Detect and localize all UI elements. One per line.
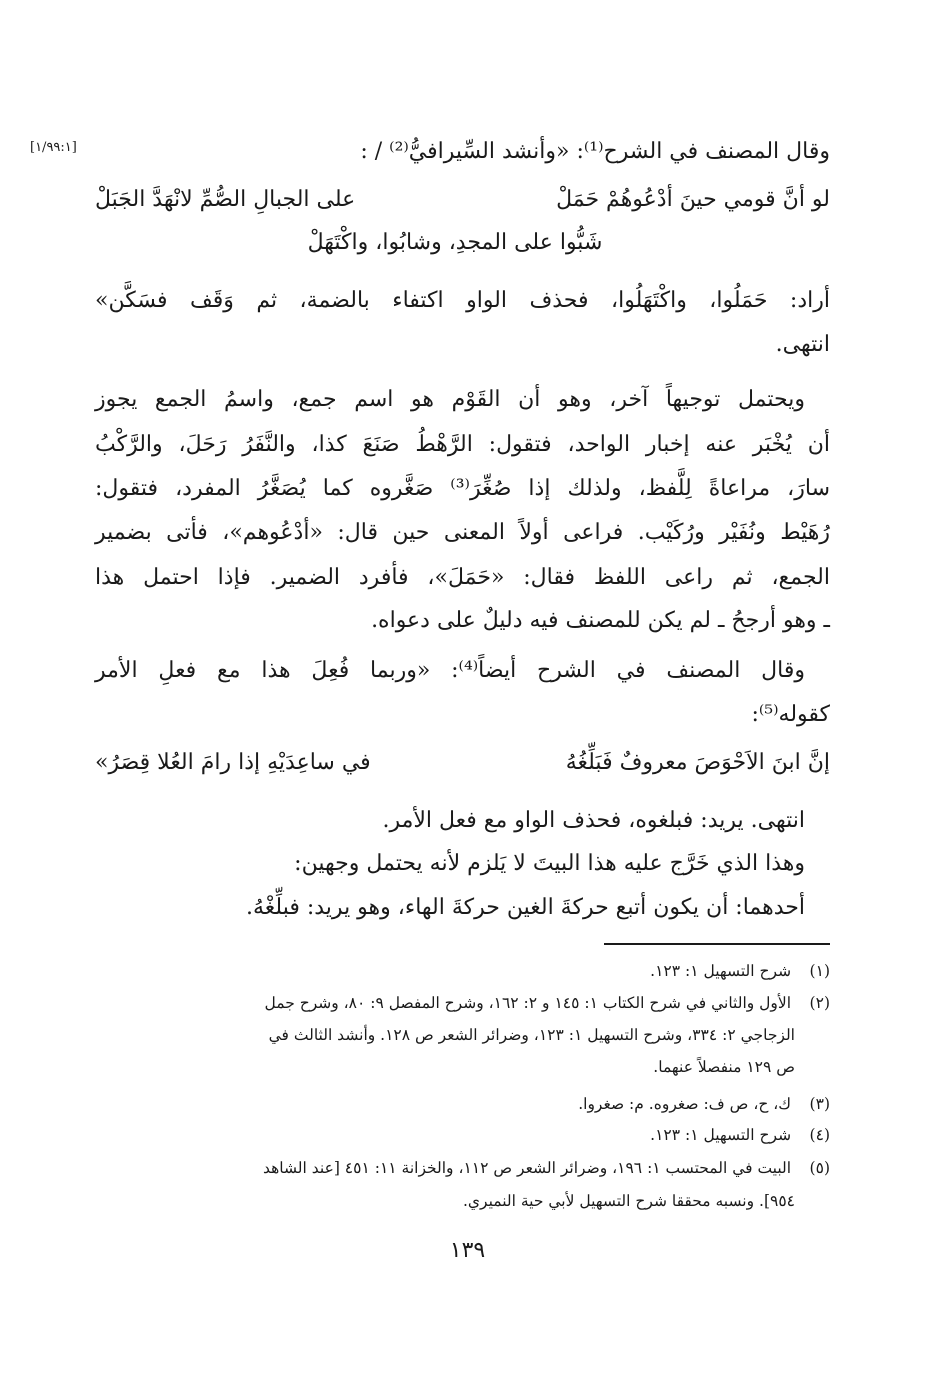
body-line-explanation: أراد: حَمَلُوا، واكْتَهَلُوا، فحذف الواو اكتفاء بالضمة، ثم وَقَف فسَكَّن»	[95, 288, 830, 313]
footnote-2-number: (٢)	[809, 994, 830, 1012]
footnote-1-text: شرح التسهيل ١: ١٢٣.	[650, 962, 792, 980]
footnote-1	[95, 958, 830, 984]
verse-2	[95, 745, 830, 781]
paragraph-2-line-1: ويحتمل توجيهاً آخر، وهو أن القَوْم هو اسم جمع، واسمُ الجمع يجوز	[95, 387, 805, 412]
footnote-5	[95, 1155, 830, 1181]
footnote-2-text-line-3: ص ١٢٩ منفصلاً عنهما.	[653, 1058, 795, 1076]
footnote-separator	[604, 943, 830, 945]
footnote-2-text-line-2: الزجاجي ٢: ٣٣٤، وشرح التسهيل ١: ١٢٣، وضرائر الشعر ص ١٢٨. وأنشد الثالث في	[268, 1026, 795, 1044]
footnote-3-text: ك، ح، ص ف: صغروه. م: صغروا.	[578, 1095, 792, 1113]
footnote-5-number: (٥)	[809, 1159, 830, 1177]
page-number: ١٣٩	[449, 1238, 486, 1263]
footnote-2	[95, 990, 830, 1016]
footnote-5-text-line-1: البيت في المحتسب ١: ١٩٦، وضرائر الشعر ص ١١٢، والخزانة ١١: ٤٥١ [عند الشاهد	[262, 1159, 792, 1177]
paragraph-2-line-5: الجمع، ثم راعى اللفظ فقال: «حَمَلَ»، فأفرد الضمير. فإذا احتمل هذا	[95, 565, 830, 590]
verse-2-second-hemistich: في ساعِدَيْهِ إذا رامَ العُلا قِصَرُ»	[95, 750, 371, 775]
footnote-4-text: شرح التسهيل ١: ١٢٣.	[650, 1126, 792, 1144]
footnote-4	[95, 1122, 830, 1148]
verse-2-first-hemistich: إنَّ ابنَ الاَحْوَصَ معروفٌ فَبَلِّغُهُ	[565, 750, 830, 775]
footnote-3	[95, 1091, 830, 1117]
paragraph-2-line-6: ـ وهو أرجحُ ـ لم يكن للمصنف فيه دليلٌ على دعواه.	[371, 608, 830, 633]
paragraph-4-line-1: انتهى. يريد: فبلغوه، فحذف الواو مع فعل الأمر.	[382, 808, 805, 833]
paragraph-3-line-2: كقوله⁽⁵⁾:	[751, 702, 830, 727]
paragraph-3-line-1: وقال المصنف في الشرح أيضاً⁽⁴⁾: «وربما فُعِلَ هذا مع فعلِ الأمر	[95, 658, 805, 683]
verse-1-second-hemistich: على الجبالِ الصُّمِّ لانْهَدَّ الجَبَلْ	[95, 187, 356, 212]
footnote-4-number: (٤)	[809, 1126, 830, 1144]
paragraph-2-line-2: أن يُخْبَر عنه إخبار الواحد، فتقول: الرَّهْطُ صَنَعَ كذا، والنَّفَرُ رَحَلَ، والرَّكْبُ	[95, 432, 830, 457]
footnote-5-text-line-2: ٩٥٤]. ونسبه محققا شرح التسهيل لأبي حية النميري.	[462, 1192, 795, 1210]
footnote-2-text-line-1: الأول والثاني في شرح الكتاب ١: ١٤٥ و ٢: ١٦٢، وشرح المفصل ٩: ٨٠، وشرح جمل	[264, 994, 792, 1012]
footnote-1-number: (١)	[809, 962, 830, 980]
verse-1	[95, 182, 830, 218]
margin-reference: [١/٩٩:١]	[30, 140, 77, 155]
paragraph-4-line-3: أحدهما: أن يكون أتبع حركةَ الغين حركةَ الهاء، وهو يريد: فبلِّغْهُ.	[246, 895, 805, 920]
body-line-intro: وقال المصنف في الشرح⁽¹⁾: «وأنشد السِّيرافيُّ⁽²⁾ / :	[360, 139, 830, 164]
paragraph-2-line-4: رُهَيْط ونُفَيْر ورُكَيْب. فراعى أولاً المعنى حين قال: «أدْعُوهم»، فأتى بضمير	[95, 520, 830, 545]
paragraph-2-line-3: سارَ، مراعاةً لِلَّفظ، ولذلك إذا صُغِّرَ⁽³⁾ صَغَّروه كما يُصَغَّرُ المفرد، فتقول:	[95, 476, 831, 501]
body-line-end: انتهى.	[775, 332, 830, 357]
footnote-3-number: (٣)	[809, 1095, 830, 1113]
verse-1-continuation: شَبُّوا على المجدِ، وشابُوا، واكْتَهَلْ	[307, 230, 603, 255]
paragraph-4-line-2: وهذا الذي خَرَّج عليه هذا البيتَ لا يَلزم لأنه يحتمل وجهين:	[294, 851, 805, 876]
verse-1-first-hemistich: لو أنَّ قومي حينَ أدْعُوهُمْ حَمَلْ	[556, 187, 830, 212]
